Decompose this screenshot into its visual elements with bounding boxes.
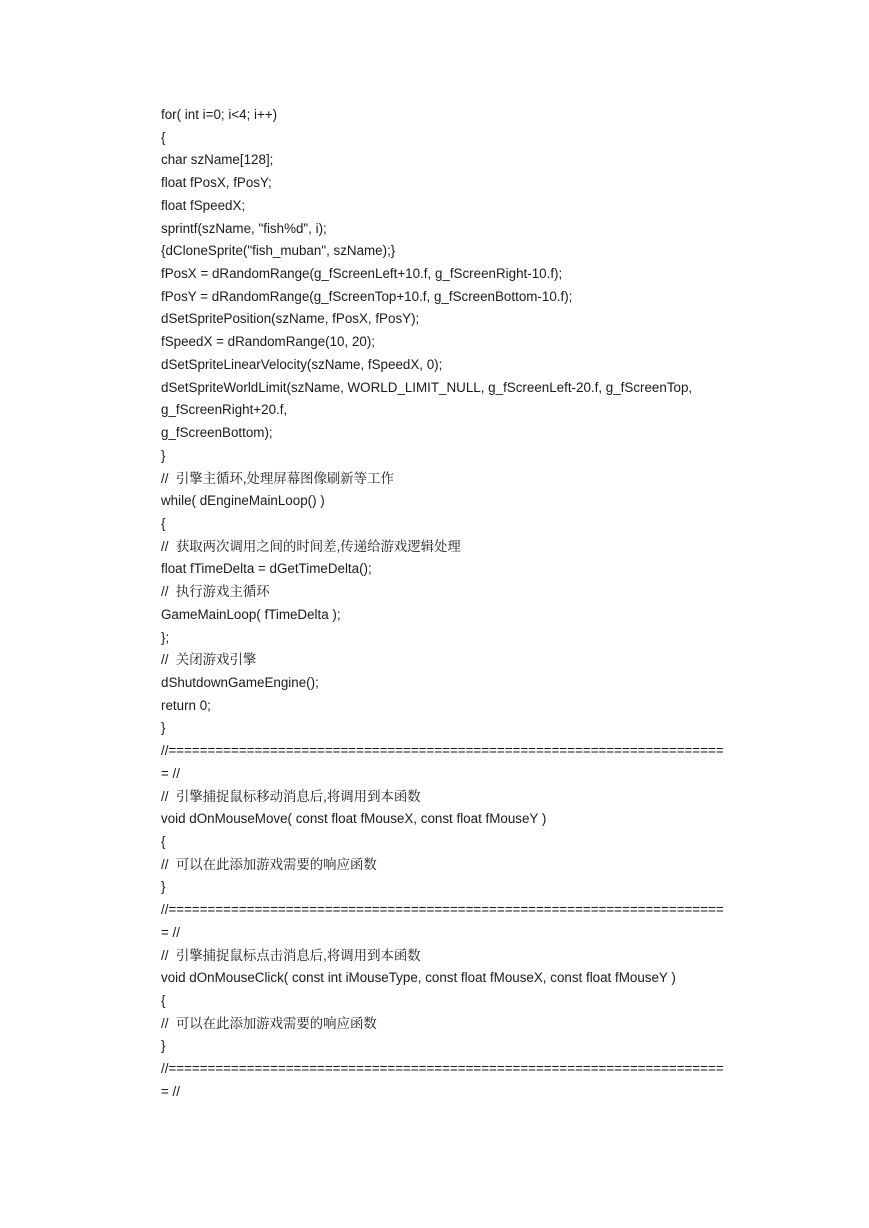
code-comment-line: // 可以在此添加游戏需要的响应函数 [161,1015,377,1031]
code-line: void dOnMouseClick( const int iMouseType, const float fMouseX, const float fMouseY ) [161,970,676,986]
code-line: { [161,129,166,145]
code-comment-line: // 关闭游戏引擎 [161,652,257,668]
code-line: while( dEngineMainLoop() ) [161,493,325,509]
code-line: } [161,1038,166,1054]
code-comment-line: // 引擎主循环,处理屏幕图像刷新等工作 [161,470,394,486]
separator-comment-line: //======================================================================= [161,743,724,759]
code-line: g_fScreenRight+20.f, [161,402,288,418]
code-line: dShutdownGameEngine(); [161,674,319,690]
separator-comment-tail: = // [161,765,180,781]
code-comment-line: // 可以在此添加游戏需要的响应函数 [161,856,377,872]
code-comment-line: // 获取两次调用之间的时间差,传递给游戏逻辑处理 [161,538,461,554]
code-line: for( int i=0; i<4; i++) [161,107,278,122]
code-line: float fSpeedX; [161,197,246,213]
code-line: fPosX = dRandomRange(g_fScreenLeft+10.f, g_fScreenRight-10.f); [161,266,563,282]
code-line: sprintf(szName, "fish%d", i); [161,220,327,236]
code-line: } [161,879,166,895]
code-line: { [161,993,166,1009]
code-line: } [161,720,166,736]
separator-comment-line: //======================================================================= [161,1061,724,1077]
code-line: } [161,447,166,463]
code-line: float fPosX, fPosY; [161,175,272,191]
code-line: {dCloneSprite("fish_muban", szName);} [161,243,396,259]
separator-comment-tail: = // [161,924,180,940]
code-comment-line: // 引擎捕捉鼠标点击消息后,将调用到本函数 [161,947,421,963]
separator-comment-tail: = // [161,1083,180,1099]
code-line: g_fScreenBottom); [161,425,273,441]
code-line: GameMainLoop( fTimeDelta ); [161,606,341,622]
code-line: fSpeedX = dRandomRange(10, 20); [161,334,376,350]
code-line: dSetSpritePosition(szName, fPosX, fPosY); [161,311,420,327]
code-line: dSetSpriteLinearVelocity(szName, fSpeedX, 0); [161,356,443,372]
code-line: float fTimeDelta = dGetTimeDelta(); [161,561,372,577]
code-comment-line: // 引擎捕捉鼠标移动消息后,将调用到本函数 [161,788,421,804]
code-line: return 0; [161,697,211,713]
code-line: { [161,834,166,849]
code-listing [161,104,741,1104]
code-comment-line: // 执行游戏主循环 [161,584,270,600]
code-line: void dOnMouseMove( const float fMouseX, const float fMouseY ) [161,811,547,827]
code-line: char szName[128]; [161,152,274,168]
code-line: }; [161,629,170,645]
code-line: fPosY = dRandomRange(g_fScreenTop+10.f, g_fScreenBottom-10.f); [161,288,573,304]
code-line: { [161,515,166,531]
code-line: dSetSpriteWorldLimit(szName, WORLD_LIMIT_NULL, g_fScreenLeft-20.f, g_fScreenTop, [161,379,693,395]
separator-comment-line: //======================================================================= [161,902,724,918]
